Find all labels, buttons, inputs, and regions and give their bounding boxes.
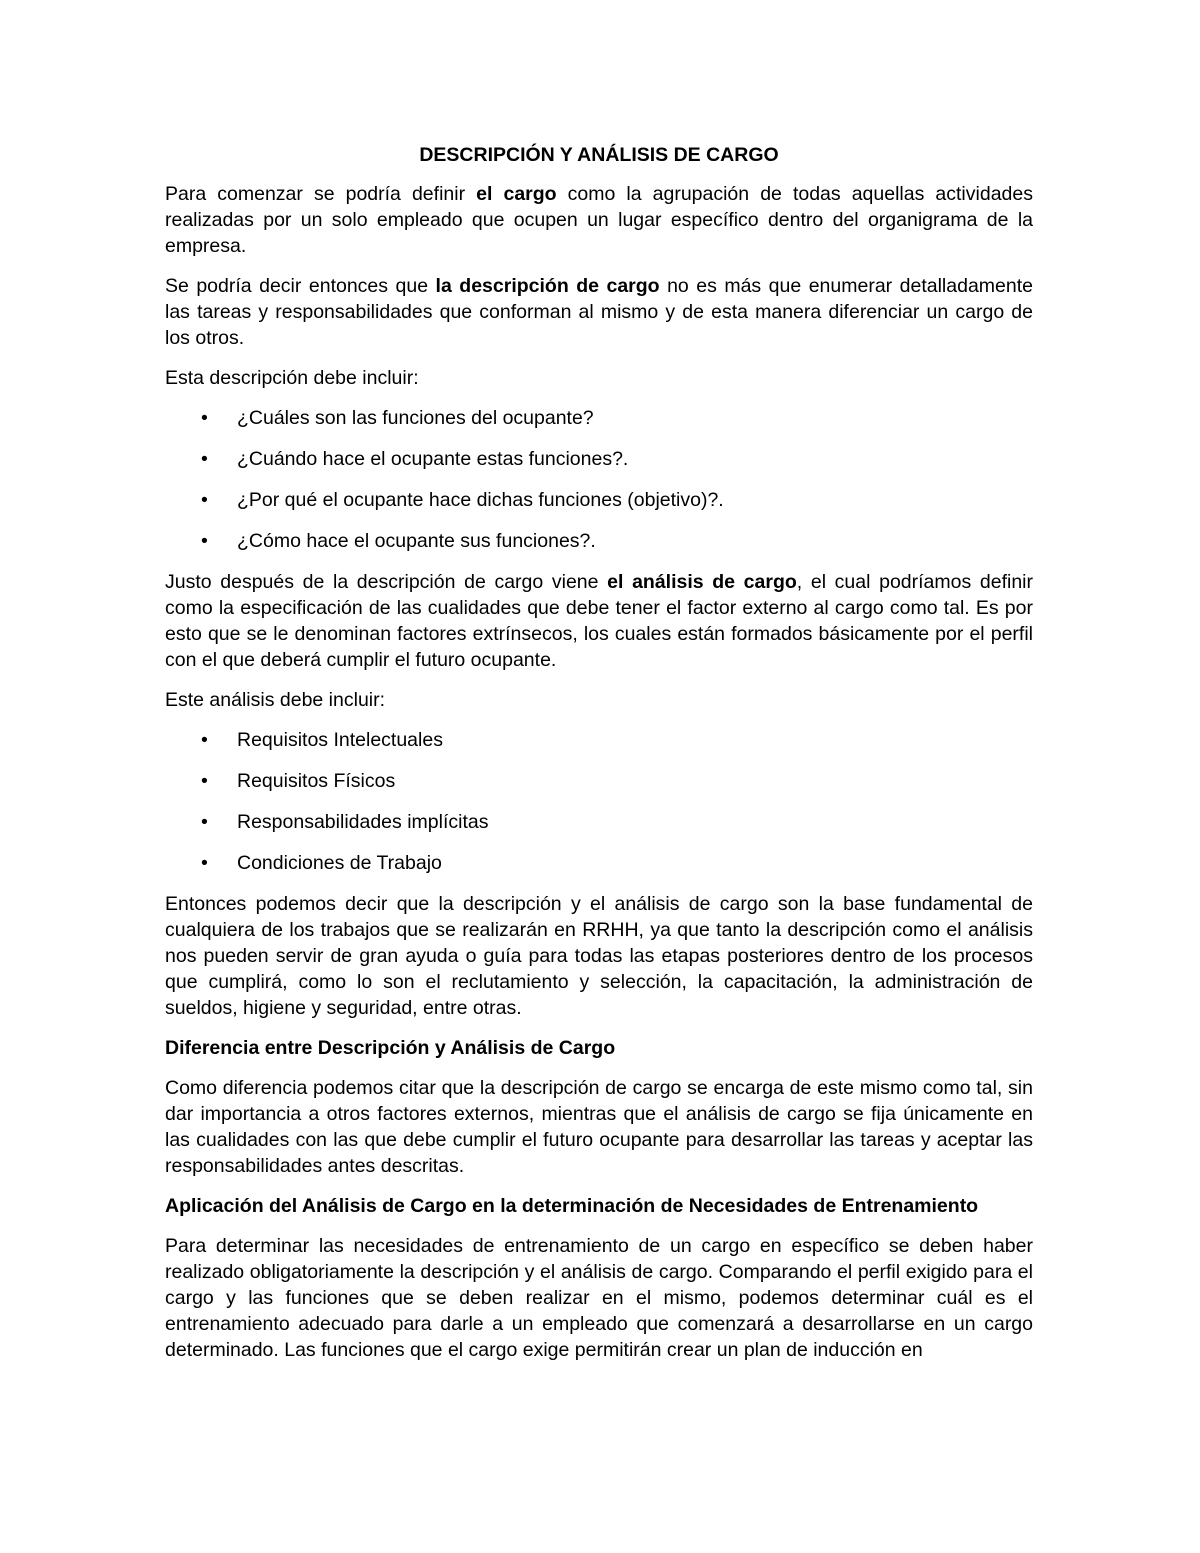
- list-item: [165, 405, 1033, 431]
- text-run: Justo después de la descripción de cargo viene: [165, 571, 608, 593]
- paragraph-analisis-intro: Este análisis debe incluir:: [165, 689, 386, 711]
- list-item: [165, 727, 1033, 753]
- analysis-requirements-list: [165, 727, 1033, 876]
- list-item-text: Requisitos Físicos: [237, 770, 396, 792]
- list-item-text: ¿Cómo hace el ocupante sus funciones?.: [237, 530, 596, 552]
- paragraph-descripcion-intro: Esta descripción debe incluir:: [165, 367, 419, 389]
- list-item: [165, 487, 1033, 513]
- paragraph-conclusion: Entonces podemos decir que la descripción y el análisis de cargo son la base fundamental de cualquiera de los trabajos que se realizarán en RRHH, ya que tanto la descripción como el análisis nos pueden servir de gran ayuda o guía para todas las etapas posteriores dentro de los procesos que cumplirá, como lo son el reclutamiento y selección, la capacitación, la administración de sueldos, higiene y seguridad, entre otras.: [165, 893, 1033, 1019]
- list-item: [165, 768, 1033, 794]
- bullet-icon: •: [201, 729, 208, 751]
- bullet-icon: •: [201, 530, 208, 552]
- text-run: como la agrupación de todas aquellas actividades realizadas por un solo empleado que ocupen un lugar específico dentro del organigrama de la empresa.: [165, 183, 1033, 257]
- list-item-text: Responsabilidades implícitas: [237, 811, 489, 833]
- text-run: Se podría decir entonces que: [165, 275, 436, 297]
- text-run: Para comenzar se podría definir: [165, 183, 477, 205]
- text-run: no es más que enumerar detalladamente las tareas y responsabilidades que conforman al mismo y de esta manera diferenciar un cargo de los otros.: [165, 275, 1033, 349]
- bullet-icon: •: [201, 407, 208, 429]
- paragraph-diferencia: Como diferencia podemos citar que la descripción de cargo se encarga de este mismo como tal, sin dar importancia a otros factores externos, mientras que el análisis de cargo se fija únicamente en las cualidades con las que debe cumplir el futuro ocupante para desarrollar las tareas y aceptar las responsabilidades antes descritas.: [165, 1077, 1033, 1177]
- list-item: [165, 528, 1033, 554]
- bullet-icon: •: [201, 448, 208, 470]
- list-item-text: Requisitos Intelectuales: [237, 729, 443, 751]
- bold-term-descripcion: la descripción de cargo: [435, 275, 660, 297]
- paragraph-descripcion-definition: [165, 273, 1033, 351]
- list-item-text: ¿Cuáles son las funciones del ocupante?: [237, 407, 594, 429]
- paragraph-cargo-definition: [165, 181, 1033, 259]
- paragraph-aplicacion: Para determinar las necesidades de entrenamiento de un cargo en específico se deben haber realizado obligatoriamente la descripción y el análisis de cargo. Comparando el perfil exigido para el cargo y las funciones que se deben realizar en el mismo, podemos determinar cuál es el entrenamiento adecuado para darle a un empleado que comenzará a desarrollarse en un cargo determinado. Las funciones que el cargo exige permitirán crear un plan de inducción en: [165, 1235, 1033, 1361]
- list-item-text: Condiciones de Trabajo: [237, 852, 442, 874]
- description-questions-list: [165, 405, 1033, 554]
- list-item: [165, 809, 1033, 835]
- text-run: , el cual podríamos definir como la especificación de las cualidades que debe tener el factor externo al cargo como tal. Es por esto que se le denominan factores extrínsecos, los cuales están formados básicamente por el perfil con el que deberá cumplir el futuro ocupante.: [165, 571, 1034, 671]
- list-item: [165, 446, 1033, 472]
- bullet-icon: •: [201, 852, 208, 874]
- section-heading-aplicacion: Aplicación del Análisis de Cargo en la determinación de Necesidades de Entrenamiento: [165, 1195, 979, 1217]
- list-item-text: ¿Cuándo hace el ocupante estas funciones?.: [237, 448, 629, 470]
- list-item-text: ¿Por qué el ocupante hace dichas funciones (objetivo)?.: [237, 489, 724, 511]
- list-item: [165, 850, 1033, 876]
- bold-term-analisis: el análisis de cargo: [607, 571, 797, 593]
- section-heading-diferencia: Diferencia entre Descripción y Análisis de Cargo: [165, 1037, 616, 1059]
- bullet-icon: •: [201, 770, 208, 792]
- bullet-icon: •: [201, 811, 208, 833]
- bold-term-cargo: el cargo: [476, 183, 557, 205]
- paragraph-analisis-definition: [165, 569, 1033, 673]
- document-title: DESCRIPCIÓN Y ANÁLISIS DE CARGO: [419, 144, 779, 166]
- document-page: [165, 142, 1033, 1377]
- bullet-icon: •: [201, 489, 208, 511]
